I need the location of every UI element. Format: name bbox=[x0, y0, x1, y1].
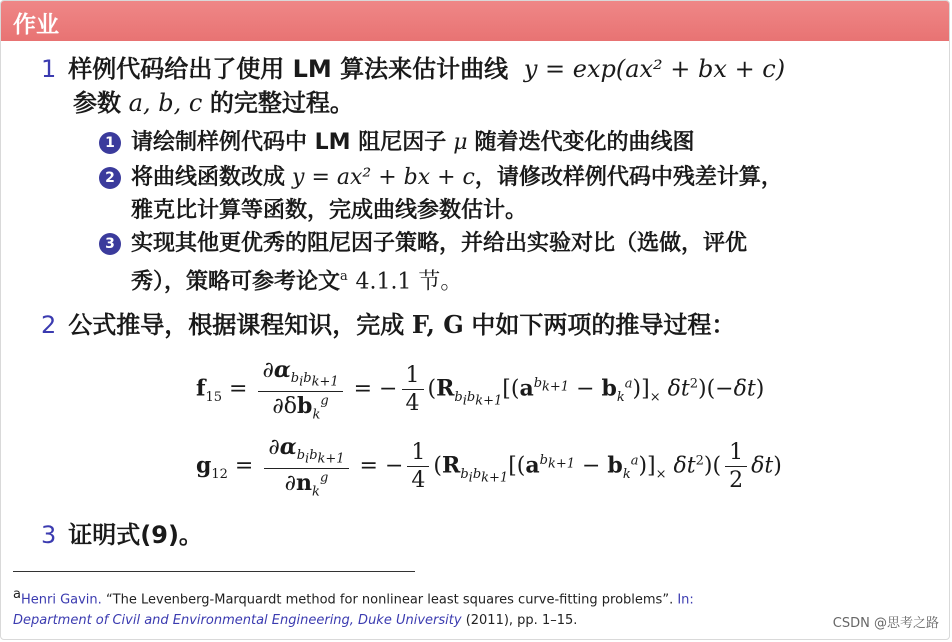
mu-symbol: μ bbox=[453, 130, 468, 155]
title-bar bbox=[1, 1, 949, 41]
watermark: CSDN @思考之路 bbox=[832, 616, 939, 631]
question-2 bbox=[41, 309, 735, 341]
question-1 bbox=[41, 53, 785, 85]
quadratic-formula: y = ax² + bx + c bbox=[292, 165, 475, 190]
question-number: 1 bbox=[41, 55, 57, 83]
question-1-line2 bbox=[73, 87, 354, 119]
bullet-badge: 2 bbox=[99, 167, 121, 189]
footnote-author[interactable]: Henri Gavin. bbox=[20, 592, 102, 608]
question-number: 2 bbox=[41, 311, 57, 339]
subitem-text: 随着迭代变化的曲线图 bbox=[474, 130, 695, 155]
footnote-rest: (2011), pp. 1–15. bbox=[465, 613, 578, 629]
subitem-2 bbox=[99, 163, 783, 193]
footnote-mark: a bbox=[13, 587, 21, 602]
subitem-text: 将曲线函数改成 bbox=[131, 165, 286, 190]
subitem-3 bbox=[99, 229, 747, 259]
question-text: 证明式(9)。 bbox=[68, 521, 203, 549]
question-number: 3 bbox=[41, 521, 57, 549]
question-text: 中如下两项的推导过程： bbox=[471, 311, 736, 339]
subitem-3-cont bbox=[131, 262, 462, 297]
slide-title: 作业 bbox=[13, 12, 59, 38]
footnote-title: “The Levenberg-Marquardt method for nonlinear least squares curve-fitting problems”. bbox=[105, 592, 674, 608]
params-math: a, b, c bbox=[128, 89, 203, 117]
curve-formula: y = exp(ax² + bx + c) bbox=[523, 55, 786, 83]
footnote bbox=[13, 584, 694, 631]
equation-g12: $g_{12}$ = $\frac{\partial\alpha_{b_ib_{k+1}}}{\partial n_k^g}$ = − $\frac{1}{4}$ ($R_{b_ib_{k+1}}[(a^{b_{k+1}} - b_k^a)]_\times$ $\delta t^2$)( $\frac{1}{2}$ δt) bbox=[196, 434, 782, 500]
section-ref: 4.1.1 节。 bbox=[355, 269, 463, 295]
subitem-text: 秀），策略可参考论文 bbox=[131, 269, 341, 295]
footnote-ref: a bbox=[340, 269, 348, 284]
fg-symbols: F, G bbox=[411, 310, 464, 339]
line-text: 的完整过程。 bbox=[209, 89, 354, 117]
bullet-badge: 1 bbox=[99, 132, 121, 154]
subitem-text: 实现其他更优秀的阻尼因子策略，并给出实验对比（选做，评优 bbox=[131, 231, 748, 256]
subitem-text: 请绘制样例代码中 LM 阻尼因子 bbox=[131, 130, 447, 155]
question-text: 公式推导，根据课程知识，完成 bbox=[68, 311, 405, 339]
footnote-divider bbox=[13, 571, 415, 572]
footnote-venue[interactable]: Department of Civil and Environmental Engineering, Duke University bbox=[13, 613, 462, 629]
line-text: 参数 bbox=[73, 89, 121, 117]
subitem-2-cont: 雅克比计算等函数，完成曲线参数估计。 bbox=[131, 198, 528, 223]
bullet-badge: 3 bbox=[99, 233, 121, 255]
subitem-1 bbox=[99, 128, 695, 158]
equation-f15: $f_{15}$ = $\frac{\partial\alpha_{b_ib_{k+1}}}{\partial\delta b_k^g}$ = − $\frac{1}{4}$ ($R_{b_ib_{k+1}}[(a^{b_{k+1}} - b_k^a)]_\times$ $\delta t^2)(-\delta t)$ bbox=[196, 357, 765, 423]
subitem-text: ，请修改样例代码中残差计算， bbox=[474, 165, 783, 190]
question-3 bbox=[41, 519, 203, 551]
question-text: 样例代码给出了使用 LM 算法来估计曲线 bbox=[68, 55, 509, 83]
footnote-in: In: bbox=[677, 592, 694, 608]
